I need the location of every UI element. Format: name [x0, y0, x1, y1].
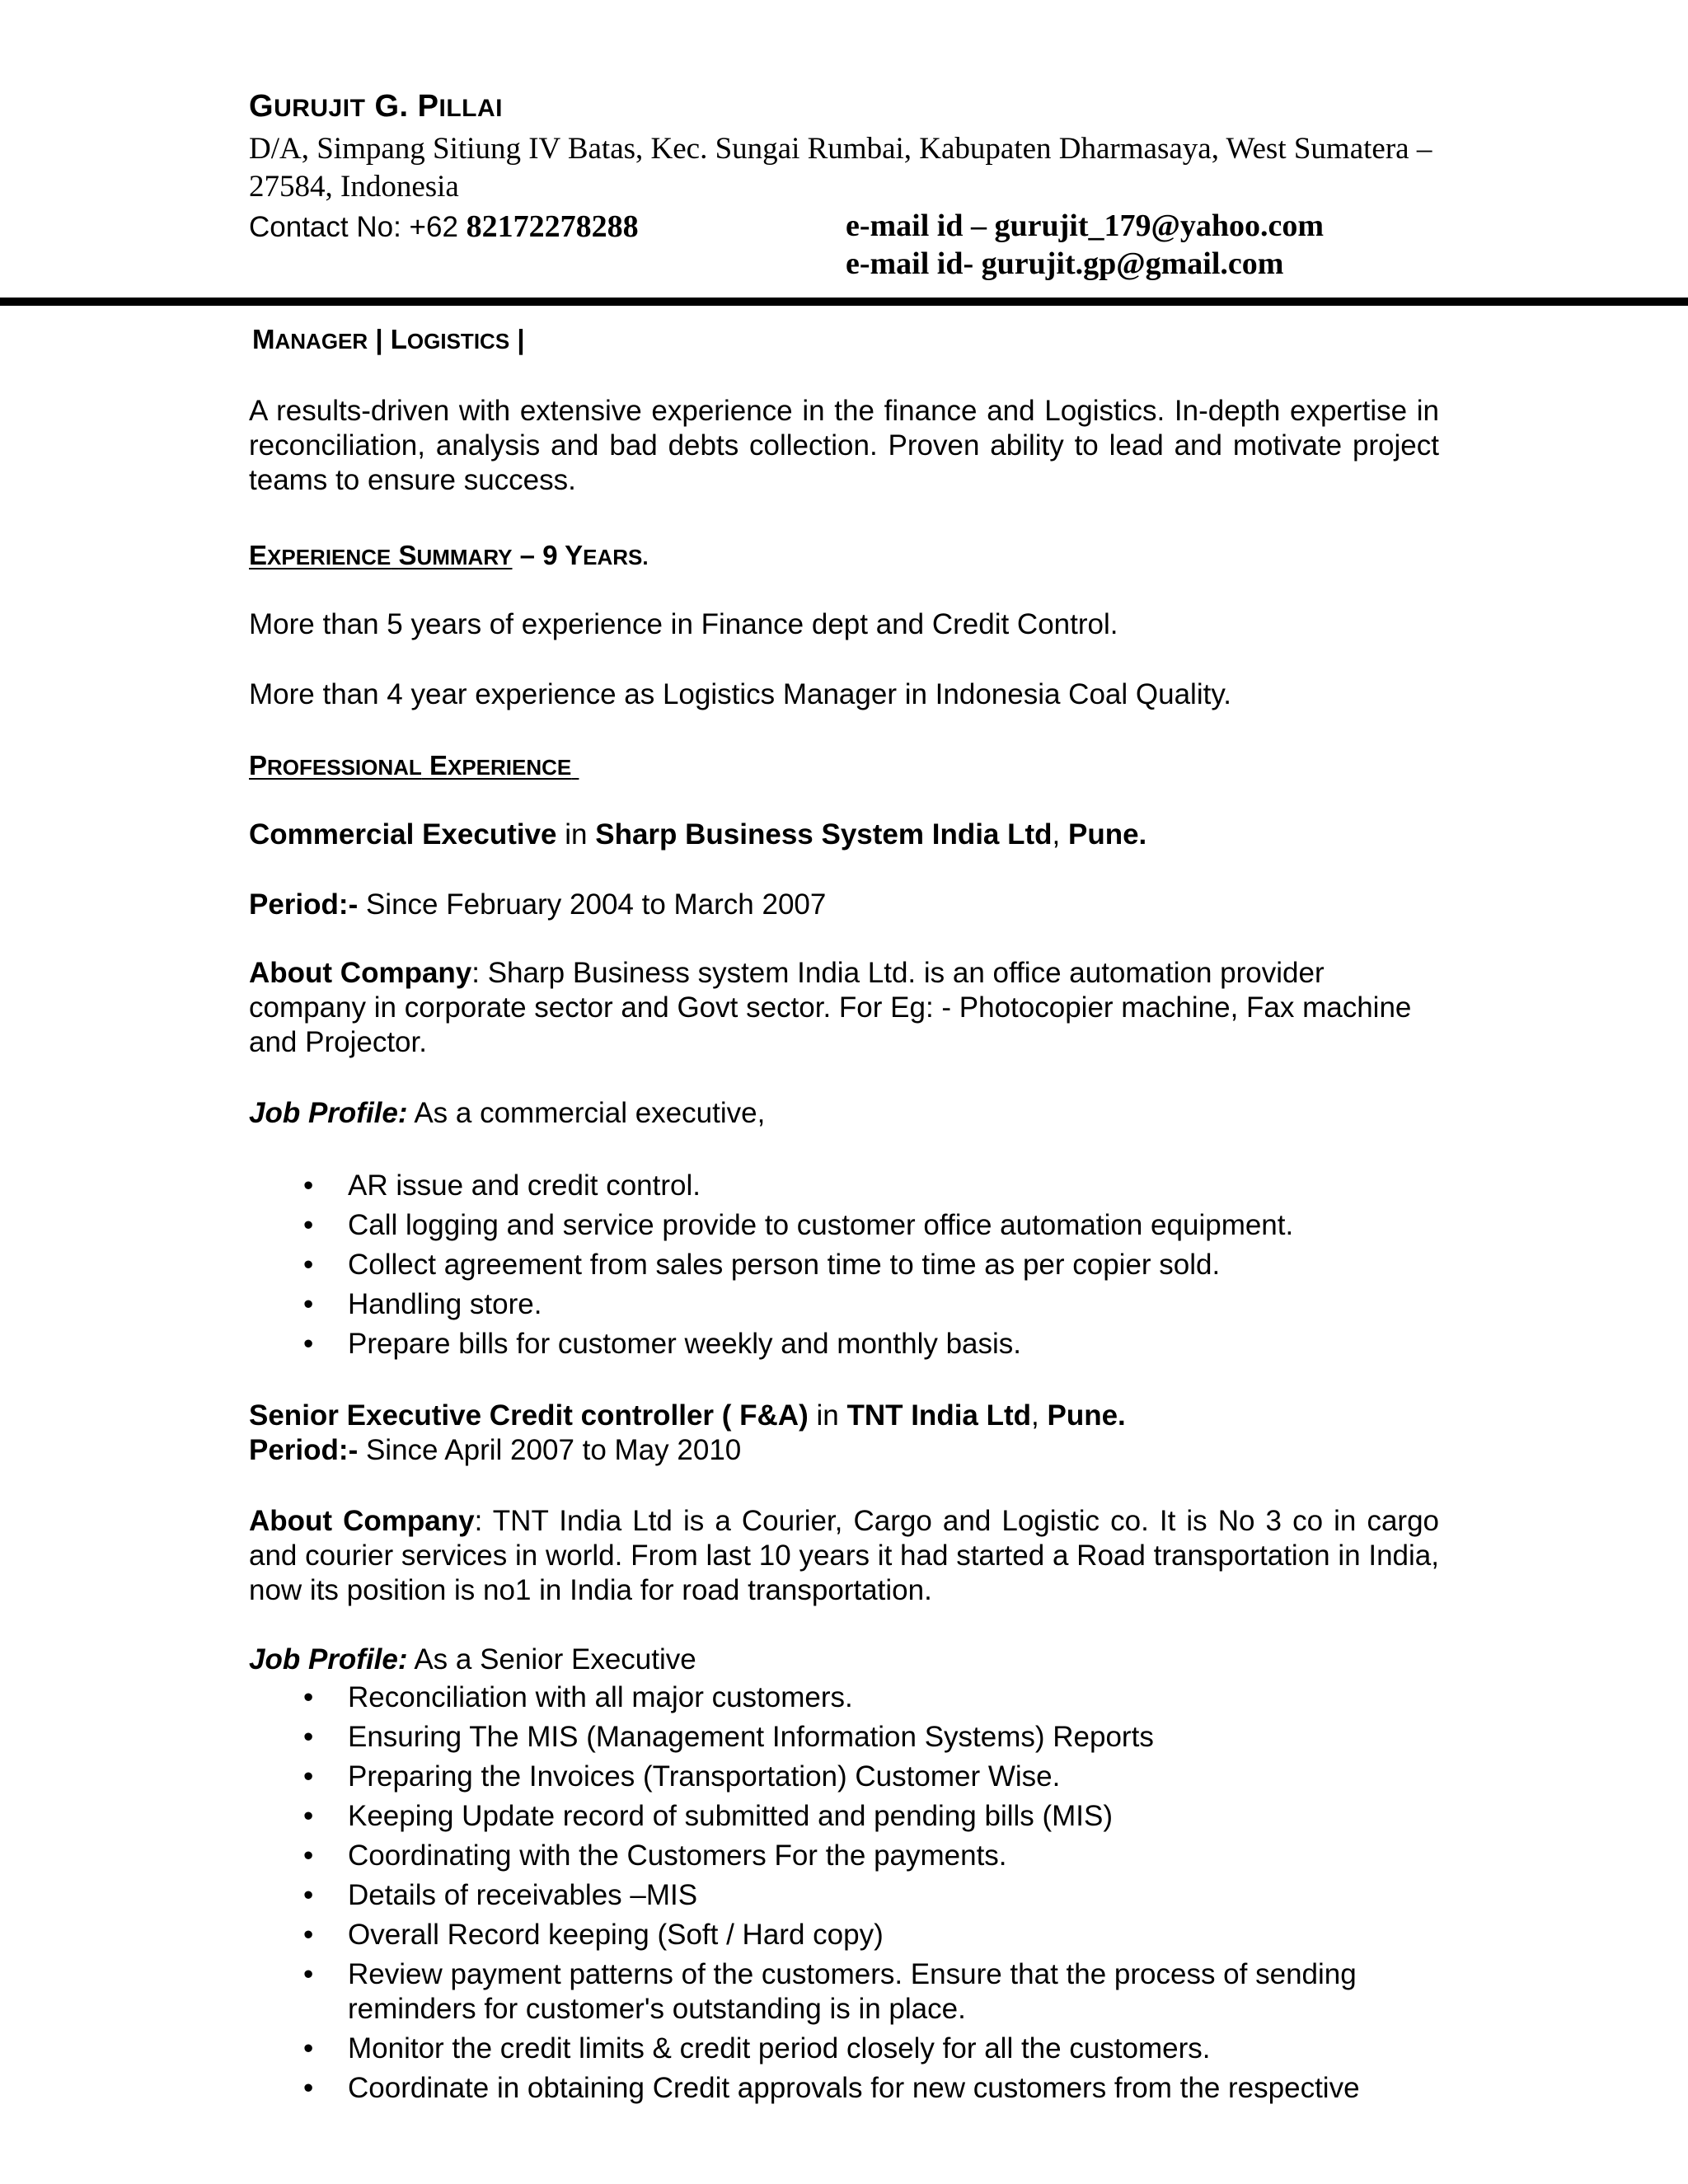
job1-duties	[249, 1166, 1444, 1364]
list-item: • Details of receivables –MIS	[303, 1879, 698, 1911]
job1-about: About Company: Sharp Business system India Ltd. is an office automation provider company in corporate sector and Govt sector. For Eg: - Photocopier machine, Fax machine and Projector.	[249, 957, 1412, 1058]
list-item: • Keeping Update record of submitted and pending bills (MIS)	[303, 1800, 1114, 1832]
job2-duties	[249, 1680, 1444, 2111]
experience-summary-heading: EXPERIENCE SUMMARY – 9 YEARS.	[249, 540, 649, 570]
job1-profile: Job Profile: As a commercial executive,	[249, 1097, 766, 1129]
list-item: • Prepare bills for customer weekly and monthly basis.	[303, 1328, 1022, 1360]
summary-paragraph: A results-driven with extensive experience in the finance and Logistics. In-depth expertise in reconciliation, analysis and bad debts collection. Proven ability to lead and motivate project teams to ensure success.	[249, 395, 1439, 496]
job2-title: Senior Executive Credit controller ( F&A) in TNT India Ltd, Pune.	[249, 1399, 1126, 1432]
job2-about: About Company: TNT India Ltd is a Courier, Cargo and Logistic co. It is No 3 co in cargo and courier services in world. From last 10 years it had started a Road transportation in India, now its position is no1 in India for road transportation.	[249, 1505, 1440, 1606]
list-item: • Handling store.	[303, 1288, 542, 1320]
list-item: • Reconciliation with all major customers.	[303, 1681, 853, 1713]
job2-profile: Job Profile: As a Senior Executive	[249, 1643, 696, 1675]
list-item: • AR issue and credit control.	[303, 1169, 701, 1202]
contact-number: Contact No: +62 82172278288	[249, 209, 639, 244]
email-secondary: e-mail id- gurujit.gp@gmail.com	[846, 246, 1284, 281]
experience-line-logistics: More than 4 year experience as Logistics Manager in Indonesia Coal Quality.	[249, 678, 1231, 710]
list-item: • Coordinate in obtaining Credit approvals for new customers from the respective	[303, 2072, 1360, 2104]
list-item: • Ensuring The MIS (Management Information Systems) Reports	[303, 1721, 1154, 1753]
role-title: MANAGER | LOGISTICS |	[252, 324, 525, 354]
address: D/A, Simpang Sitiung IV Batas, Kec. Sungai Rumbai, Kabupaten Dharmasaya, West Sumatera – 27584, Indonesia	[249, 132, 1432, 204]
job1-title: Commercial Executive in Sharp Business System India Ltd, Pune.	[249, 818, 1147, 851]
list-item: • Call logging and service provide to customer office automation equipment.	[303, 1209, 1294, 1241]
job2-period: Period:- Since April 2007 to May 2010	[249, 1434, 742, 1466]
list-item: • Review payment patterns of the customers. Ensure that the process of sending reminders for customer's outstanding is in place.	[303, 1958, 1357, 2025]
list-item: • Preparing the Invoices (Transportation) Customer Wise.	[303, 1760, 1061, 1793]
list-item: • Overall Record keeping (Soft / Hard copy)	[303, 1919, 884, 1951]
job1-period: Period:- Since February 2004 to March 2007	[249, 888, 827, 921]
header-divider	[0, 298, 1688, 306]
email-primary: e-mail id – gurujit_179@yahoo.com	[846, 209, 1324, 243]
list-item: • Coordinating with the Customers For the payments.	[303, 1840, 1007, 1872]
professional-experience-heading: PROFESSIONAL EXPERIENCE	[249, 750, 572, 780]
list-item: • Collect agreement from sales person time to time as per copier sold.	[303, 1249, 1221, 1281]
experience-line-finance: More than 5 years of experience in Finance dept and Credit Control.	[249, 608, 1118, 640]
candidate-name: GURUJIT G. PILLAI	[249, 89, 504, 124]
list-item: • Monitor the credit limits & credit period closely for all the customers.	[303, 2032, 1211, 2064]
